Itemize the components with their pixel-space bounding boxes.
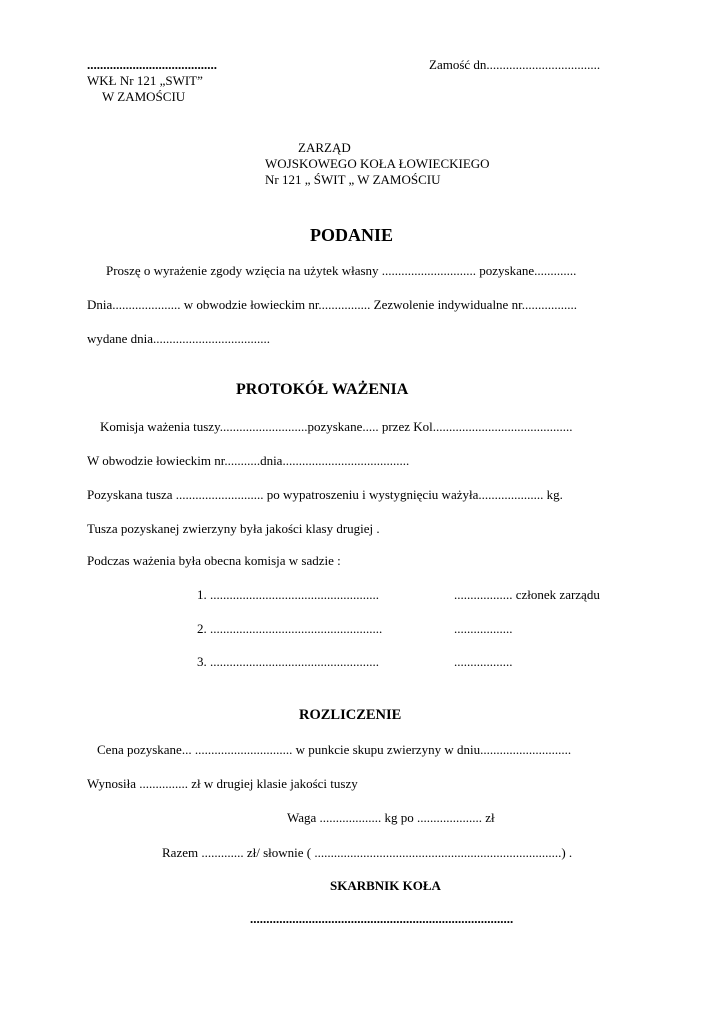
- club-city: W ZAMOŚCIU: [102, 89, 186, 104]
- addressee-line-2: WOJSKOWEGO KOŁA ŁOWIECKIEGO: [265, 156, 490, 171]
- podanie-line-3: wydane dnia....................................: [87, 331, 271, 346]
- treasurer-title: SKARBNIK KOŁA: [330, 878, 441, 893]
- rozliczenie-line-3: Waga ................... kg po .................... zł: [287, 810, 495, 825]
- rozliczenie-line-1: Cena pozyskane... .............................. w punkcie skupu zwierzyny w dniu............................: [97, 742, 572, 757]
- commission-member-1: 1. ....................................................: [197, 587, 379, 602]
- commission-member-3: 3. ....................................................: [197, 654, 379, 669]
- place-date: Zamość dn...................................: [429, 57, 601, 72]
- commission-member-2-role: ..................: [454, 621, 513, 636]
- rozliczenie-line-4: Razem ............. zł/ słownie ( ............................................................................) .: [162, 845, 573, 860]
- podanie-title: PODANIE: [310, 225, 394, 245]
- addressee-line-1: ZARZĄD: [298, 140, 351, 155]
- protokol-line-5: Podczas ważenia była obecna komisja w sadzie :: [87, 553, 341, 568]
- protokol-line-3: Pozyskana tusza ........................... po wypatroszeniu i wystygnięciu ważyła.................... kg.: [87, 487, 563, 502]
- sender-dots: ........................................: [87, 57, 217, 72]
- addressee-line-3: Nr 121 „ ŚWIT „ W ZAMOŚCIU: [265, 172, 441, 187]
- protokol-line-2: W obwodzie łowieckim nr...........dnia.......................................: [87, 453, 410, 468]
- protokol-title: PROTOKÓŁ WAŻENIA: [236, 381, 409, 398]
- protokol-line-1: Komisja ważenia tuszy...........................pozyskane..... przez Kol...........................................: [100, 419, 573, 434]
- rozliczenie-line-2: Wynosiła ............... zł w drugiej klasie jakości tuszy: [87, 776, 358, 791]
- podanie-line-1: Proszę o wyrażenie zgody wzięcia na użytek własny ............................. pozyskane.............: [106, 263, 577, 278]
- protokol-line-4: Tusza pozyskanej zwierzyny była jakości klasy drugiej .: [87, 521, 380, 536]
- podanie-line-2: Dnia..................... w obwodzie łowieckim nr................ Zezwolenie indywidualne nr.................: [87, 297, 577, 312]
- commission-member-1-role: .................. członek zarządu: [454, 587, 600, 602]
- treasurer-signature-line: .................................................................................: [250, 911, 514, 926]
- club-name: WKŁ Nr 121 „SWIT”: [87, 73, 203, 88]
- commission-member-3-role: ..................: [454, 654, 513, 669]
- commission-member-2: 2. .....................................................: [197, 621, 383, 636]
- rozliczenie-title: ROZLICZENIE: [299, 707, 402, 723]
